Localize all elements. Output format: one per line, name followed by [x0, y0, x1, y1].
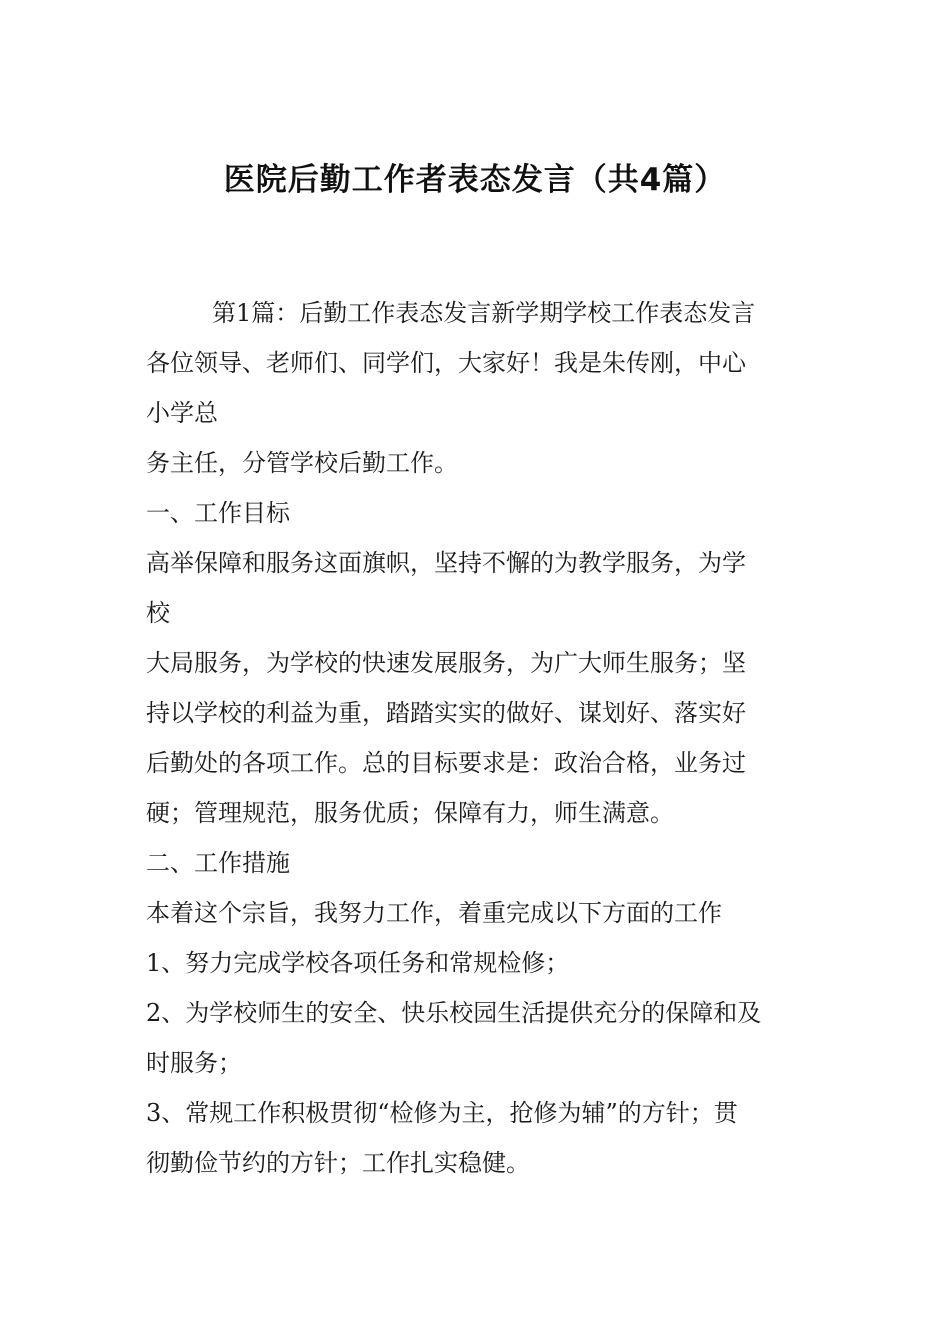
paragraph-line: 务主任，分管学校后勤工作。	[146, 449, 458, 477]
list-item-continuation: 时服务；	[146, 1049, 242, 1077]
paragraph-line: 各位领导、老师们、同学们，大家好！我是朱传刚，中心	[146, 349, 746, 377]
paragraph-line: 高举保障和服务这面旗帜，坚持不懈的为教学服务，为学	[146, 549, 746, 577]
document-title: 医院后勤工作者表态发言（共4篇）	[223, 162, 727, 198]
list-item: 3、常规工作积极贯彻“检修为主，抢修为辅”的方针；贯	[146, 1099, 738, 1127]
section-heading: 二、工作措施	[146, 849, 290, 877]
paragraph-line: 第1篇：后勤工作表态发言新学期学校工作表态发言	[212, 299, 756, 327]
document-body	[146, 288, 811, 1188]
paragraph-line: 大局服务，为学校的快速发展服务，为广大师生服务；坚	[146, 649, 746, 677]
list-item-continuation: 彻勤俭节约的方针；工作扎实稳健。	[146, 1149, 530, 1177]
paragraph-line: 后勤处的各项工作。总的目标要求是：政治合格，业务过	[146, 749, 746, 777]
paragraph-line: 硬；管理规范，服务优质；保障有力，师生满意。	[146, 799, 674, 827]
section-heading: 一、工作目标	[146, 499, 290, 527]
paragraph-line: 校	[146, 599, 170, 627]
paragraph-line: 本着这个宗旨，我努力工作，着重完成以下方面的工作	[146, 899, 722, 927]
list-item: 2、为学校师生的安全、快乐校园生活提供充分的保障和及	[146, 999, 762, 1027]
paragraph-line: 小学总	[146, 399, 218, 427]
list-item: 1、努力完成学校各项任务和常规检修；	[146, 949, 570, 977]
paragraph-line: 持以学校的利益为重，踏踏实实的做好、谋划好、落实好	[146, 699, 746, 727]
